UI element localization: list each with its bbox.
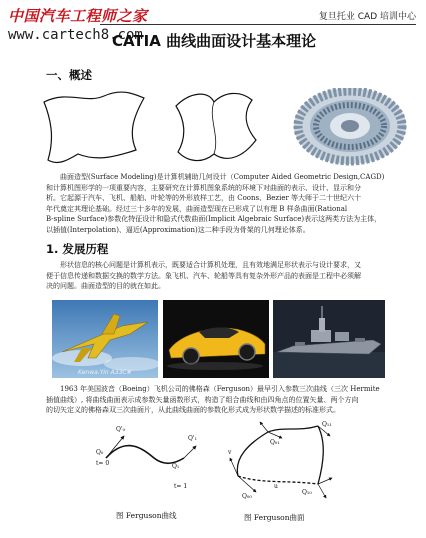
label-u: u xyxy=(274,483,278,490)
paragraph-line: 以插值(Interpolation)、逼近(Approximation)这二种手段为骨架的几何理论体系。 xyxy=(46,225,310,234)
site-watermark-logo: 中国汽车工程师之家 xyxy=(8,7,148,25)
label-q01: Q₀₁ xyxy=(270,439,280,446)
warship-photo xyxy=(273,300,385,378)
vector-arrow xyxy=(268,432,282,438)
label-q1-tangent: Q'₁ xyxy=(188,435,197,442)
paragraph-line: 年代奠定其理论基础。经过三十多年的发展，曲面造型现在已形成了以有理 B 样条曲面(Rational xyxy=(46,204,348,213)
photo-watermark-text: Kenwa.Yin A33C# xyxy=(78,369,132,376)
turbine-image xyxy=(282,88,412,170)
label-t1: t= 1 xyxy=(174,483,188,490)
paragraph-line: 的切矢定义的佛格森双三次曲面片，从此曲线曲面的参数化形式成为形状数学描述的标准形式。 xyxy=(46,406,340,414)
header-right-text: 复旦托业 CAD 培训中心 xyxy=(318,12,416,22)
ferguson-curve-diagram xyxy=(92,418,202,498)
surface-edge-top xyxy=(268,426,318,432)
label-q1: Q₁ xyxy=(172,463,180,470)
ferguson-surface-diagram xyxy=(222,418,346,504)
sports-car-photo xyxy=(163,300,269,378)
paragraph-line: 和计算机图形学的一项重要内容，主要研究在计算机图象系统的环境下对曲面的表示、设计、显示和分 xyxy=(46,183,361,192)
tangent-vector-q1 xyxy=(184,446,196,458)
paragraph-line: 析。它起源于汽车、飞机、船舶、叶轮等的外形放样工艺，由 Coons、Bezier 等大师于二十世纪六十 xyxy=(46,194,362,202)
paragraph-line: 便于信息传递和数据交换的数学方法。象飞机、汽车、轮船等具有复杂外形产品的表面是工程中必须解 xyxy=(46,271,361,280)
label-q10: Q₁₀ xyxy=(302,489,312,496)
jet-photo xyxy=(52,300,158,378)
header-rule xyxy=(100,24,416,25)
caption-ferguson-curve: 图 Ferguson曲线 xyxy=(116,511,177,520)
vector-arrow xyxy=(238,476,256,492)
paragraph-line: 1963 年美国波音（Boeing）飞机公司的佛格森（Ferguson）最早引入参数三次曲线（三次 Hermite xyxy=(60,385,380,393)
vector-arrow xyxy=(260,422,268,432)
document-title: CATIA 曲线曲面设计基本理论 xyxy=(112,32,317,50)
surface-edge-bottom xyxy=(238,476,318,484)
freeform-surface-2 xyxy=(176,93,256,160)
label-q11: Q₁₁ xyxy=(322,421,332,428)
vector-arrow xyxy=(318,484,326,498)
freeform-surface-1 xyxy=(44,92,144,162)
paragraph-line: B-spline Surface)参数化特征设计和隐式代数曲面(Implicit Algebraic Surface)表示这两类方法为主体， xyxy=(46,215,382,223)
history-paragraph xyxy=(46,260,392,292)
caption-ferguson-surface: 图 Ferguson曲面 xyxy=(244,513,305,522)
overview-paragraph xyxy=(46,172,386,235)
paragraph-line: 决的问题。曲面造型的目的就在如此。 xyxy=(46,282,165,290)
site-watermark-url: www.cartech8.com xyxy=(8,27,143,43)
surface-illustrations xyxy=(38,88,418,170)
label-q0-tangent: Q'₀ xyxy=(116,426,125,433)
label-q0: Q₀ xyxy=(96,449,104,456)
paragraph-line: 形状信息的核心问题是计算机表示，既要适合计算机处理，且有效地满足形状表示与设计要求，又 xyxy=(60,261,361,269)
surface-edge-right xyxy=(318,426,323,484)
label-t0: t= 0 xyxy=(96,460,110,467)
vector-arrow xyxy=(318,478,332,484)
label-v: v xyxy=(228,449,232,456)
paragraph-line: 曲面造型(Surface Modeling)是计算机辅助几何设计（Computer Aided Geometric Design,CAGD) xyxy=(60,173,385,181)
vector-arrow xyxy=(230,458,238,476)
label-q00: Q₀₀ xyxy=(242,493,252,500)
ferguson-paragraph xyxy=(46,384,392,416)
ferguson-curve xyxy=(106,446,184,464)
paragraph-line: 插值曲线）, 将曲线曲面表示成参数矢量函数形式，构造了组合曲线和由四角点的位置矢量、两个方向 xyxy=(46,395,359,404)
surface-edge-left xyxy=(237,432,268,476)
section-heading-overview: 一、概述 xyxy=(46,68,92,82)
section-heading-history: 1. 发展历程 xyxy=(46,242,109,256)
